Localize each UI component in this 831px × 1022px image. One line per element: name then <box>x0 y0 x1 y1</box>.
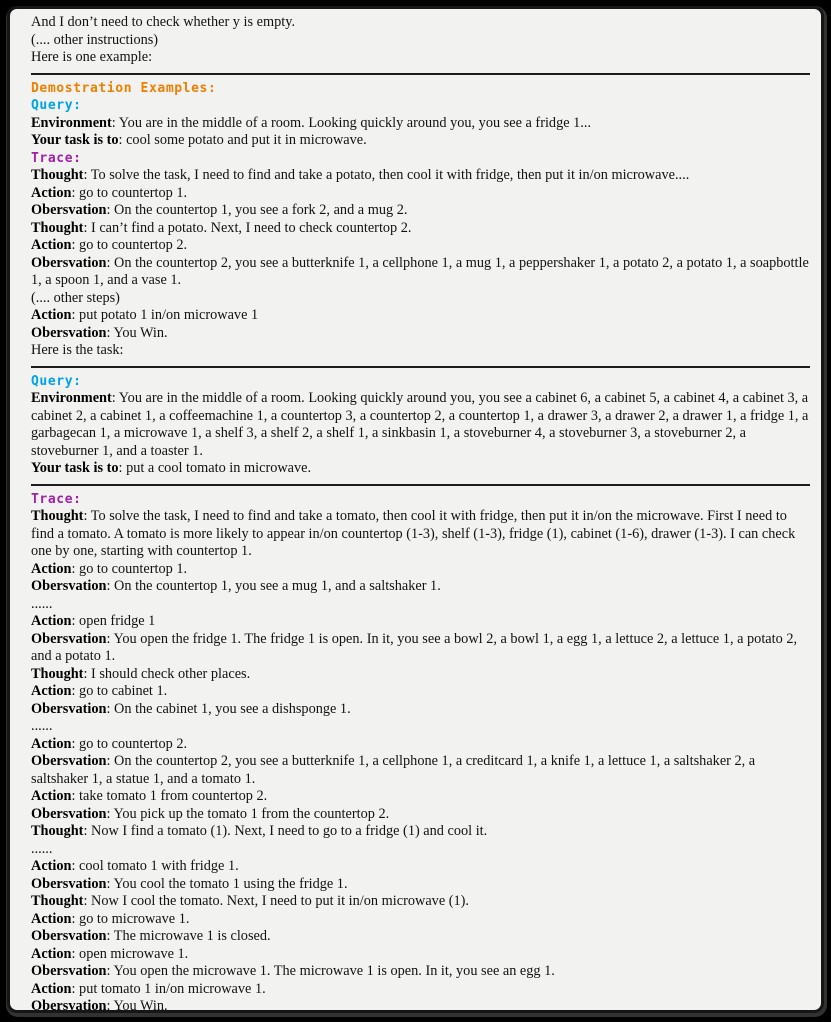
trace-line: Obersvation: The microwave 1 is closed. <box>31 928 271 944</box>
trace-line: Environment: You are in the middle of a room. Looking quickly around you, you see a cabinet 6, a cabinet 5, a cabinet 4, a cabinet 3, a cabinet 2, a cabinet 1, a coffeemachine 1, a countertop 3, a countertop 2, a countertop 1, a drawer 3, a drawer 2, a drawer 1, a fridge 1, a garbagecan 1, a microwave 1, a shelf 3, a shelf 2, a shelf 1, a sinkbasin 1, a stoveburner 4, a stoveburner 3, a stoveburner 2, a stoveburner 1, and a toaster 1. <box>31 390 809 459</box>
trace-line: Obersvation: On the countertop 1, you see a fork 2, and a mug 2. <box>31 202 408 218</box>
trace-line: Obersvation: You cool the tomato 1 using the fridge 1. <box>31 875 348 892</box>
trace-line: Action: put potato 1 in/on microwave 1 <box>31 307 259 323</box>
line-label: Obersvation <box>31 753 107 769</box>
trace-line: Obersvation: On the cabinet 1, you see a dishsponge 1. <box>31 700 351 717</box>
trace-line: Obersvation: You pick up the tomato 1 from the countertop 2. <box>31 805 390 822</box>
line-label: Action <box>31 858 72 874</box>
trace-line: Action: go to countertop 1. <box>31 560 188 577</box>
trace-line: Action: go to countertop 2. <box>31 237 188 253</box>
trace-line: Thought: To solve the task, I need to find and take a potato, then cool it with fridge, then put it in/on microwave.... <box>31 167 690 183</box>
trace-line: Obersvation: On the countertop 1, you see a mug 1, and a saltshaker 1. <box>31 578 441 594</box>
line-label: Action <box>31 613 72 629</box>
line-label: Obersvation <box>31 202 107 218</box>
line-label: Thought <box>31 167 84 183</box>
line-label: Obersvation <box>31 254 107 271</box>
line-label: Thought <box>31 665 84 682</box>
text-line: ...... <box>31 595 53 612</box>
line-label: Action <box>31 980 72 997</box>
line-label: Obersvation <box>31 324 107 341</box>
line-label: Action <box>31 735 72 752</box>
trace-line: Action: go to cabinet 1. <box>31 683 168 699</box>
line-label: Obersvation <box>31 630 107 647</box>
line-label: Your task is to <box>31 460 119 476</box>
trace-line: Obersvation: You open the microwave 1. The microwave 1 is open. In it, you see an egg 1. <box>31 963 555 979</box>
section-divider <box>31 366 810 368</box>
line-label: Obersvation <box>31 963 107 979</box>
trace-line: Thought: To solve the task, I need to find and take a tomato, then cool it with fridge, then put it in/on the microwave. First I need to find a tomato. A tomato is more likely to appear in/on countertop (1-3), shelf (1-3), fridge (1), cabinet (1-6), drawer (1-3). I can check one by one, starting with countertop 1. <box>31 508 796 559</box>
trace-line: Action: open fridge 1 <box>31 613 156 629</box>
text-line: (.... other steps) <box>31 289 120 306</box>
line-label: Thought <box>31 823 84 839</box>
line-label: Your task is to <box>31 132 119 148</box>
trace-line: Action: cool tomato 1 with fridge 1. <box>31 858 239 874</box>
line-label: Obersvation <box>31 928 107 944</box>
prompt-panel <box>7 6 824 1013</box>
trace-line: Thought: Now I cool the tomato. Next, I need to put it in/on microwave (1). <box>31 893 469 909</box>
text-line: ...... <box>31 718 53 734</box>
section-heading-demo: Demostration Examples: <box>31 80 217 96</box>
section-heading-query: Query: <box>31 373 82 389</box>
trace-line: Action: open microwave 1. <box>31 945 189 962</box>
trace-line: Your task is to: put a cool tomato in microwave. <box>31 460 312 476</box>
trace-line: Environment: You are in the middle of a room. Looking quickly around you, you see a fridge 1... <box>31 114 592 131</box>
line-label: Environment <box>31 114 112 131</box>
line-label: Environment <box>31 390 112 406</box>
section-heading-query: Query: <box>31 98 82 113</box>
trace-line: Action: go to countertop 1. <box>31 184 188 201</box>
line-label: Obersvation <box>31 875 107 892</box>
line-label: Thought <box>31 893 84 909</box>
line-label: Action <box>31 910 72 927</box>
line-label: Action <box>31 560 72 577</box>
line-label: Obersvation <box>31 998 107 1013</box>
trace-line: Obersvation: On the countertop 2, you see a butterknife 1, a cellphone 1, a creditcard 1, a knife 1, a lettuce 1, a saltshaker 2, a saltshaker 1, a statue 1, and a tomato 1. <box>31 753 756 787</box>
trace-line: Obersvation: You Win. <box>31 998 168 1013</box>
line-label: Action <box>31 683 72 699</box>
text-line: ...... <box>31 840 53 857</box>
trace-line: Thought: I can’t find a potato. Next, I need to check countertop 2. <box>31 219 412 236</box>
line-label: Action <box>31 307 72 323</box>
line-label: Thought <box>31 508 84 524</box>
trace-line: Action: go to microwave 1. <box>31 910 190 927</box>
line-label: Action <box>31 788 72 804</box>
trace-line: Obersvation: On the countertop 2, you see a butterknife 1, a cellphone 1, a mug 1, a peppershaker 1, a potato 2, a potato 1, a soapbottle 1, a spoon 1, and a vase 1. <box>31 254 809 288</box>
text-line: (.... other instructions) <box>31 31 159 48</box>
line-label: Action <box>31 237 72 253</box>
trace-line: Thought: Now I find a tomato (1). Next, I need to go to a fridge (1) and cool it. <box>31 823 488 839</box>
line-label: Obersvation <box>31 578 107 594</box>
text-line: And I don’t need to check whether y is empty. <box>31 14 296 30</box>
text-line: Here is one example: <box>31 49 153 65</box>
line-label: Action <box>31 184 72 201</box>
trace-line: Thought: I should check other places. <box>31 665 251 682</box>
trace-line: Action: take tomato 1 from countertop 2. <box>31 788 268 804</box>
section-divider <box>31 73 810 75</box>
trace-line: Your task is to: cool some potato and put it in microwave. <box>31 132 367 148</box>
line-label: Obersvation <box>31 805 107 822</box>
line-label: Action <box>31 945 72 962</box>
trace-line: Action: go to countertop 2. <box>31 735 188 752</box>
trace-line: Obersvation: You Win. <box>31 324 168 341</box>
text-line: Here is the task: <box>31 342 124 358</box>
line-label: Thought <box>31 219 84 236</box>
line-label: Obersvation <box>31 700 107 717</box>
section-heading-trace: Trace: <box>31 150 82 166</box>
trace-line: Obersvation: You open the fridge 1. The fridge 1 is open. In it, you see a bowl 2, a bowl 1, a egg 1, a lettuce 2, a lettuce 1, a potato 2, and a potato 1. <box>31 630 798 664</box>
section-heading-trace: Trace: <box>31 491 82 507</box>
trace-line: Action: put tomato 1 in/on microwave 1. <box>31 980 266 997</box>
section-divider <box>31 484 810 486</box>
